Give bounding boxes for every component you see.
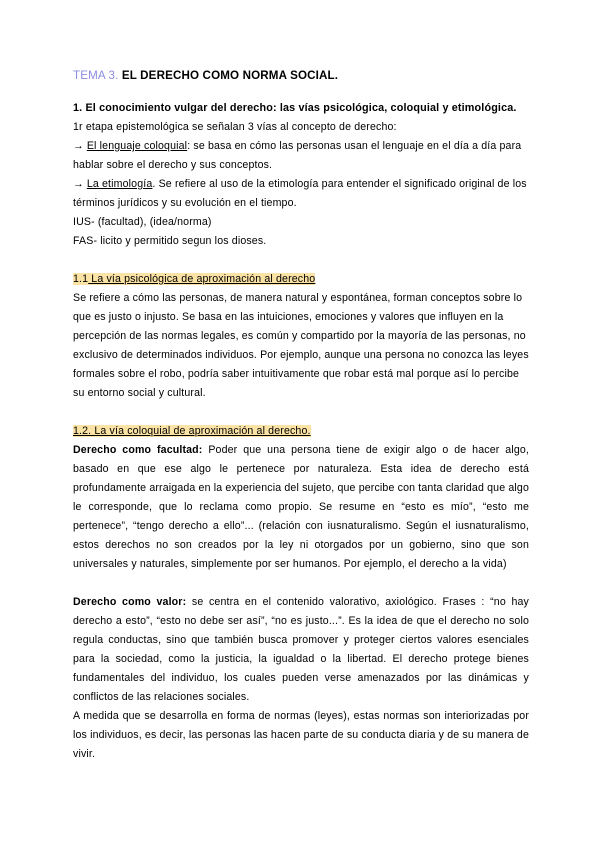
etimologia-paragraph [73,175,529,213]
facultad-term: Derecho como facultad: [73,444,203,456]
topic-title: EL DERECHO COMO NORMA SOCIAL. [118,69,339,82]
coloquial-term: El lenguaje coloquial [86,140,188,152]
topic-label: TEMA 3. [73,69,119,82]
valor-term: Derecho como valor: [73,596,187,608]
etimologia-term: La etimología [86,178,153,190]
section-1-2-title: 1.2. La vía coloquial de aproximación al derecho. [73,425,311,437]
section-1-heading: 1. El conocimiento vulgar del derecho: las vías psicológica, coloquial y etimológica. [73,102,517,114]
document-content [73,66,529,764]
ius-line: IUS- (facultad), (idea/norma) [73,216,212,228]
heading-highlight [73,273,315,285]
page-title [73,66,529,85]
final-paragraph: A medida que se desarrolla en forma de normas (leyes), estas normas son interiorizadas por los individuos, es decir, las personas las hacen parte de su conducta diaria y de su manera de vivir. [73,710,529,760]
coloquial-text: : se basa en cómo las personas usan el lenguaje en el día a día para hablar sobre el derecho y sus conceptos. [73,140,522,171]
section-1-1-heading [73,270,529,289]
section-1-2-heading [73,422,529,441]
fas-line: FAS- licito y permitido segun los dioses. [73,235,267,247]
valor-paragraph [73,593,529,707]
coloquial-paragraph [73,137,529,175]
arrow-glyph: → [73,178,87,190]
section-1-intro: 1r etapa epistemológica se señalan 3 vías al concepto de derecho: [73,121,397,133]
arrow-glyph: → [73,140,87,152]
valor-text: se centra en el contenido valorativo, axiológico. Frases : “no hay derecho a esto”, “esto no debe ser así”, “no es justo...”. Es la idea de que el derecho no solo regula conductas, sino que también busca promover y proteger ciertos valores esenciales para la sociedad, como la justicia, la igualdad o la libertad. El derecho protege bienes fundamentales del individuo, los cuales pueden verse amenazados por las dinámicas y conflictos de las relaciones sociales. [73,596,529,703]
facultad-text: Poder que una persona tiene de exigir algo o de hacer algo, basado en que ese algo le pertenece por naturaleza. Esta idea de derecho está profundamente arraigada en la experiencia del sujeto, que percibe con tanta claridad que algo le corresponde, que lo reclama como propio. Se resume en “esto es mío”, “esto me pertenece”, “tengo derecho a ello”... (relación con iusnaturalismo. Según el iusnaturalismo, estos derechos no son creados por la ley ni otorgados por un gobierno, sino que son universales y naturales, simplemente por ser humanos. Por ejemplo, el derecho a la vida) [73,444,529,570]
section-1-1-title: La vía psicológica de aproximación al derecho [88,273,316,285]
etimologia-text: . Se refiere al uso de la etimología para entender el significado original de los términos jurídicos y su evolución en el tiempo. [73,178,527,209]
facultad-paragraph [73,441,529,574]
section-1-1-number: 1.1 [73,273,89,285]
section-1-1-body: Se refiere a cómo las personas, de manera natural y espontánea, forman conceptos sobre lo que es justo o injusto. Se basa en las intuiciones, emociones y valores que influyen en la percepción de las normas legales, es común y compartido por la mayoría de las personas, no exclusivo de determinados individuos. Por ejemplo, aunque una persona no conozca las leyes formales sobre el robo, podría saber intuitivamente que robar está mal porque así lo percibe su entorno social y cultural. [73,292,529,399]
